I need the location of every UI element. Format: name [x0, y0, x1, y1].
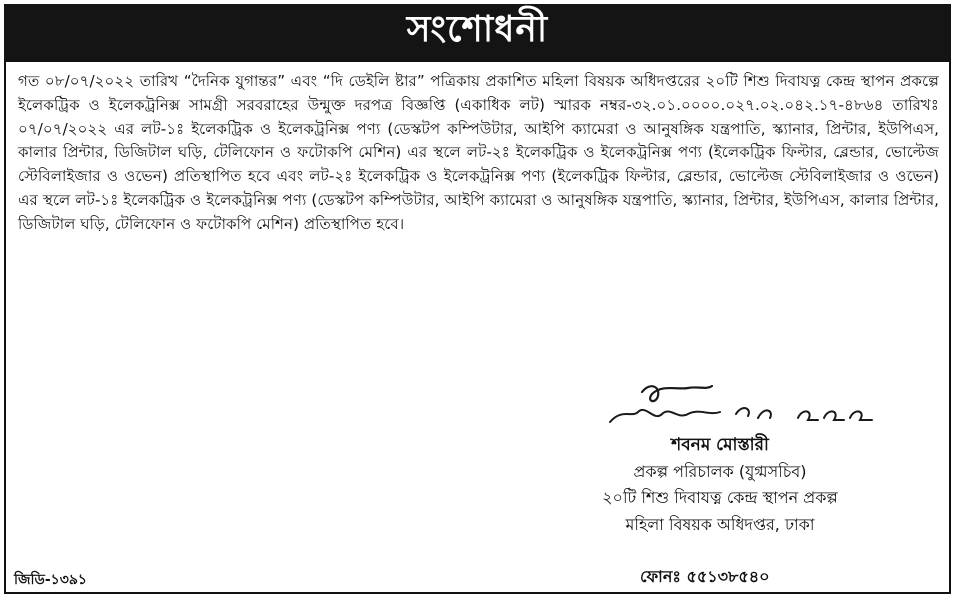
reference-code: জিডি-১৩৯১: [14, 572, 88, 588]
signatory-name: শবনম মোস্তারী: [671, 435, 769, 455]
notice-body: গত ০৮/০৭/২০২২ তারিখ “দৈনিক যুগান্তর” এবং “দি ডেইলি ষ্টার” পত্রিকায় প্রকাশিত মহিলা বিষয়ক অধিদপ্তরের ২০টি শিশু দিবাযত্ন কেন্দ্র স্থাপন প্রকল্পে ইলেকট্রিক ও ইলেকট্রনিক্স সামগ্রী সরবরাহের উন্মুক্ত দরপত্র বিজ্ঞপ্তি (একাধিক লট) স্মারক নম্বর-৩২.০১.০০০০.০২৭.০২.০৪২.১৭-৪৮৬৪ তারিখঃ ০৭/০৭/২০২২ এর লট-১ঃ ইলেকট্রিক ও ইলেকট্রনিক্স পণ্য (ডেস্কটপ কম্পিউটার, আইপি ক্যামেরা ও আনুষঙ্গিক যন্ত্রপাতি, স্ক্যানার, প্রিন্টার, ইউপিএস, কালার প্রিন্টার, ডিজিটাল ঘড়ি, টেলিফোন ও ফটোকপি মেশিন) এর স্থলে লট-২ঃ ইলেকট্রিক ও ইলেকট্রনিক্স পণ্য (ইলেকট্রিক ফিল্টার, ব্লেন্ডার, ভোল্টেজ স্টেবিলাইজার ও ওভেন) প্রতিস্থাপিত হবে এবং লট-২ঃ ইলেকট্রিক ও ইলেকট্রনিক্স পণ্য (ইলেকট্রিক ফিল্টার, ব্লেন্ডার, ভোল্টেজ স্টেবিলাইজার ও ওভেন) এর স্থলে লট-১ঃ ইলেকট্রিক ও ইলেকট্রনিক্স পণ্য (ডেস্কটপ কম্পিউটার, আইপি ক্যামেরা ও আনুষঙ্গিক যন্ত্রপাতি, স্ক্যানার, প্রিন্টার, ইউপিএস, কালার প্রিন্টার, ডিজিটাল ঘড়ি, টেলিফোন ও ফটোকপি মেশিন) প্রতিস্থাপিত হবে।: [18, 72, 939, 233]
signatory-project: ২০টি শিশু দিবাযত্ন কেন্দ্র স্থাপন প্রকল্প: [602, 488, 838, 507]
signatory-phone: ফোনঃ ৫৫১৩৮৫৪০: [640, 567, 770, 586]
notice-title: সংশোধনী: [406, 8, 549, 50]
title-banner: [4, 4, 951, 62]
signatory-designation: প্রকল্প পরিচালক (যুগ্মসচিব): [633, 461, 807, 481]
signatory-office: মহিলা বিষয়ক অধিদপ্তর, ঢাকা: [625, 514, 815, 534]
signature-block: [520, 432, 920, 538]
